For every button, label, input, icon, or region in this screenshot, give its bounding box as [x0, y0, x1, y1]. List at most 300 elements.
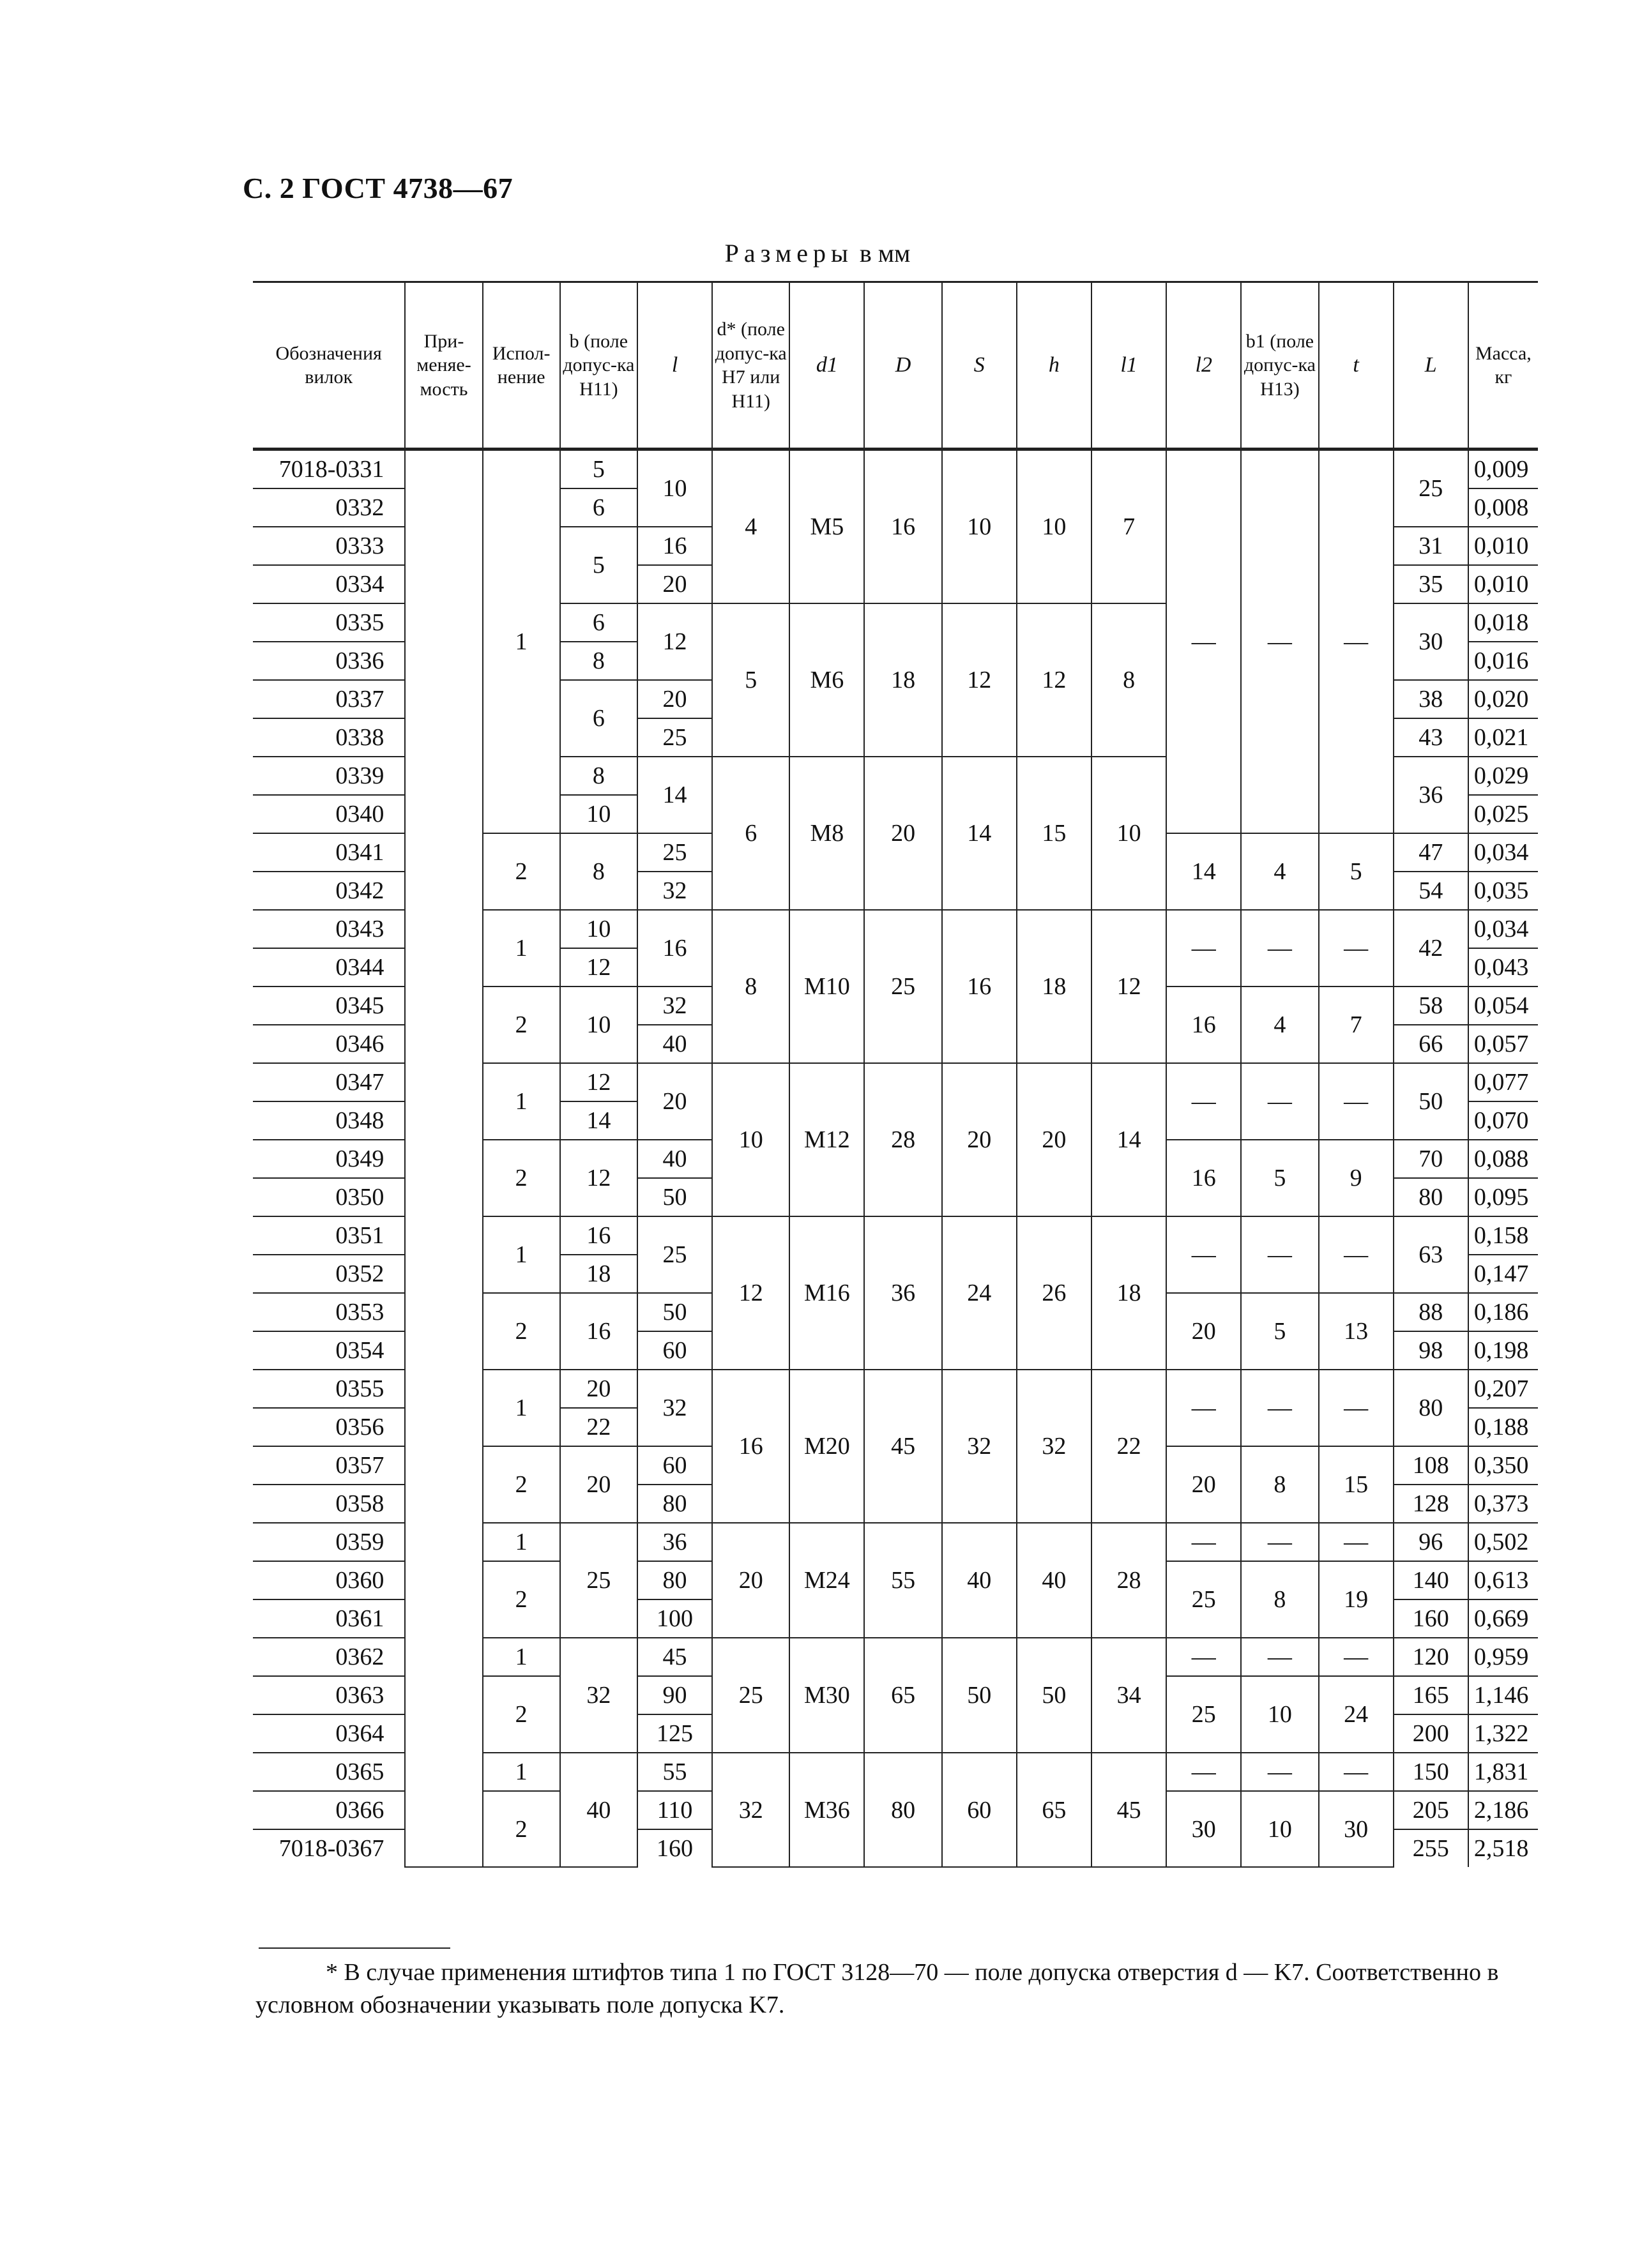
table-cell: 0334: [253, 565, 405, 603]
table-cell: —: [1166, 1063, 1241, 1140]
table-cell: 30: [1166, 1791, 1241, 1867]
table-cell: 25: [1166, 1676, 1241, 1753]
table-cell: 0,054: [1468, 987, 1538, 1025]
table-cell: 0353: [253, 1293, 405, 1331]
table-cell: 20: [864, 757, 941, 910]
table-cell: 24: [1319, 1676, 1394, 1753]
table-cell: 0344: [253, 948, 405, 987]
table-cell: 18: [1017, 910, 1091, 1063]
table-cell: 0342: [253, 872, 405, 910]
table-cell: 16: [560, 1293, 637, 1370]
table-cell: 16: [864, 450, 941, 604]
table-cell: 20: [1017, 1063, 1091, 1216]
table-cell: 12: [1017, 603, 1091, 757]
table-cell: 32: [637, 987, 712, 1025]
table-cell: 1: [483, 1063, 560, 1140]
table-cell: 40: [942, 1523, 1017, 1638]
table-cell: 63: [1394, 1216, 1468, 1293]
table-cell: 0363: [253, 1676, 405, 1714]
table-cell: 14: [942, 757, 1017, 910]
table-cell: 25: [637, 833, 712, 872]
footnote: * В случае применения штифтов типа 1 по ГОСТ 3128—70 — поле допуска отверстия d — K7. Соответственно в условном обозначении указывать поле допуска K7.: [255, 1959, 1499, 2019]
table-cell: 0,198: [1468, 1331, 1538, 1370]
table-cell: 16: [712, 1370, 789, 1523]
col-header-S: S: [942, 282, 1017, 450]
table-cell: 0,188: [1468, 1408, 1538, 1446]
table-cell: 20: [637, 565, 712, 603]
table-cell: 25: [1166, 1561, 1241, 1638]
table-cell: 4: [1241, 833, 1318, 910]
table-cell: 0,034: [1468, 833, 1538, 872]
table-cell: —: [1166, 450, 1241, 834]
table-row: [253, 450, 1538, 489]
col-header-version: Испол-нение: [483, 282, 560, 450]
table-cell: 14: [637, 757, 712, 833]
table-cell: 5: [712, 603, 789, 757]
table-cell: —: [1241, 1063, 1318, 1140]
table-cell: 5: [1241, 1140, 1318, 1216]
table-cell: 0,020: [1468, 680, 1538, 718]
table-cell: 47: [1394, 833, 1468, 872]
col-header-designation: Обозначения вилок: [253, 282, 405, 450]
table-cell: 80: [1394, 1370, 1468, 1446]
table-cell: 22: [560, 1408, 637, 1446]
table-cell: 26: [1017, 1216, 1091, 1370]
table-cell: 0,029: [1468, 757, 1538, 795]
dimensions-table: [253, 281, 1538, 1868]
table-cell: 0341: [253, 833, 405, 872]
table-cell: 10: [1241, 1676, 1318, 1753]
table-cell: 8: [1091, 603, 1166, 757]
table-cell: 28: [864, 1063, 941, 1216]
table-cell: 43: [1394, 718, 1468, 757]
table-cell: 8: [560, 833, 637, 910]
col-header-b1: b1 (поле допус-ка H13): [1241, 282, 1318, 450]
table-cell: 2,518: [1468, 1829, 1538, 1867]
table-cell: 50: [637, 1178, 712, 1216]
table-cell: 120: [1394, 1638, 1468, 1676]
table-cell: 36: [864, 1216, 941, 1370]
table-cell: 13: [1319, 1293, 1394, 1370]
col-header-h: h: [1017, 282, 1091, 450]
table-cell: 1: [483, 1216, 560, 1293]
table-cell: 0362: [253, 1638, 405, 1676]
table-cell: 0,207: [1468, 1370, 1538, 1408]
table-cell: 0333: [253, 527, 405, 565]
table-cell: 0,669: [1468, 1599, 1538, 1638]
dimensions-table-wrap: [253, 281, 1538, 1868]
page-header: С. 2 ГОСТ 4738—67: [243, 172, 513, 204]
table-cell: 7018-0367: [253, 1829, 405, 1867]
table-cell: 0,186: [1468, 1293, 1538, 1331]
table-cell: 0,018: [1468, 603, 1538, 642]
table-cell: 50: [637, 1293, 712, 1331]
table-cell: 90: [637, 1676, 712, 1714]
table-cell: 1: [483, 1523, 560, 1561]
table-cell: —: [1241, 1753, 1318, 1791]
table-cell: 0348: [253, 1101, 405, 1140]
table-cell: 5: [560, 450, 637, 489]
table-cell: 20: [637, 1063, 712, 1140]
table-cell: —: [1319, 1063, 1394, 1140]
table-cell: 10: [560, 795, 637, 833]
table-cell: 1,146: [1468, 1676, 1538, 1714]
units-caption: [0, 238, 1635, 268]
table-cell: M30: [789, 1638, 864, 1753]
table-cell: 8: [560, 757, 637, 795]
table-cell: 0339: [253, 757, 405, 795]
table-cell: 16: [637, 910, 712, 987]
table-cell: 34: [1091, 1638, 1166, 1753]
table-cell: 0,016: [1468, 642, 1538, 680]
table-cell: 10: [637, 450, 712, 527]
table-cell: 32: [637, 1370, 712, 1446]
table-cell: —: [1319, 1370, 1394, 1446]
table-cell: M24: [789, 1523, 864, 1638]
table-cell: 15: [1017, 757, 1091, 910]
table-cell: 10: [712, 1063, 789, 1216]
table-cell: —: [1166, 1523, 1241, 1561]
units-caption-spaced: Размеры: [724, 239, 853, 268]
table-cell: 96: [1394, 1523, 1468, 1561]
table-cell: 42: [1394, 910, 1468, 987]
table-cell: 0345: [253, 987, 405, 1025]
table-cell: 60: [637, 1446, 712, 1485]
table-cell: 0346: [253, 1025, 405, 1063]
table-cell: 40: [1017, 1523, 1091, 1638]
table-cell: 12: [637, 603, 712, 680]
table-cell: —: [1319, 1523, 1394, 1561]
table-cell: 20: [1166, 1293, 1241, 1370]
table-cell: 8: [1241, 1561, 1318, 1638]
table-cell: 0356: [253, 1408, 405, 1446]
table-cell: 24: [942, 1216, 1017, 1370]
table-cell: 0,010: [1468, 565, 1538, 603]
table-cell: 40: [560, 1753, 637, 1867]
table-cell: 25: [560, 1523, 637, 1638]
table-cell: 0360: [253, 1561, 405, 1599]
table-cell: 0332: [253, 488, 405, 527]
table-cell: 0355: [253, 1370, 405, 1408]
table-cell: —: [1319, 1638, 1394, 1676]
table-cell: 2: [483, 1140, 560, 1216]
table-cell: 2: [483, 833, 560, 910]
table-cell: 7: [1319, 987, 1394, 1063]
table-cell: 19: [1319, 1561, 1394, 1638]
table-cell: 12: [1091, 910, 1166, 1063]
table-cell: 110: [637, 1791, 712, 1829]
table-cell: 10: [1241, 1791, 1318, 1867]
table-cell: 18: [560, 1255, 637, 1293]
table-cell: 0,373: [1468, 1485, 1538, 1523]
table-cell: 16: [1166, 987, 1241, 1063]
table-cell: 0335: [253, 603, 405, 642]
table-cell: 25: [1394, 450, 1468, 527]
table-cell: 0,035: [1468, 872, 1538, 910]
table-cell: 14: [1166, 833, 1241, 910]
table-cell: 55: [637, 1753, 712, 1791]
table-cell: 0365: [253, 1753, 405, 1791]
table-cell: 16: [942, 910, 1017, 1063]
table-cell: 0358: [253, 1485, 405, 1523]
table-cell: 88: [1394, 1293, 1468, 1331]
table-cell: 0,350: [1468, 1446, 1538, 1485]
table-cell: 20: [560, 1370, 637, 1408]
table-cell: 0357: [253, 1446, 405, 1485]
table-cell: 0343: [253, 910, 405, 948]
table-cell: 58: [1394, 987, 1468, 1025]
table-cell: 2: [483, 1676, 560, 1753]
table-cell: 0347: [253, 1063, 405, 1101]
table-cell: 6: [560, 603, 637, 642]
table-cell: 0,095: [1468, 1178, 1538, 1216]
table-cell: 0,959: [1468, 1638, 1538, 1676]
table-cell: 5: [1241, 1293, 1318, 1370]
col-header-l1: l1: [1091, 282, 1166, 450]
col-header-l: l: [637, 282, 712, 450]
table-cell: 12: [560, 1063, 637, 1101]
table-cell: 30: [1319, 1791, 1394, 1867]
table-cell: 35: [1394, 565, 1468, 603]
table-cell: 80: [637, 1485, 712, 1523]
table-cell: 32: [712, 1753, 789, 1867]
col-header-D: D: [864, 282, 941, 450]
table-cell: 16: [1166, 1140, 1241, 1216]
table-cell: 2: [483, 987, 560, 1063]
col-header-applicability: При-меняе-мость: [405, 282, 482, 450]
table-cell: 0364: [253, 1714, 405, 1753]
table-cell: 25: [637, 718, 712, 757]
table-cell: 12: [942, 603, 1017, 757]
table-cell: —: [1241, 450, 1318, 834]
units-caption-rest: в мм: [853, 239, 911, 268]
table-cell: 125: [637, 1714, 712, 1753]
table-cell: 6: [560, 680, 637, 757]
table-cell: 0,034: [1468, 910, 1538, 948]
table-cell: —: [1166, 1216, 1241, 1293]
table-cell: 5: [1319, 833, 1394, 910]
table-cell: M36: [789, 1753, 864, 1867]
table-cell: 25: [637, 1216, 712, 1293]
table-cell: —: [1166, 1370, 1241, 1446]
table-cell: 32: [637, 872, 712, 910]
table-cell: 108: [1394, 1446, 1468, 1485]
table-cell: 0366: [253, 1791, 405, 1829]
table-cell: 0354: [253, 1331, 405, 1370]
table-cell: 0,025: [1468, 795, 1538, 833]
table-cell: 0338: [253, 718, 405, 757]
table-cell: 36: [1394, 757, 1468, 833]
table-cell: 1: [483, 1370, 560, 1446]
table-cell: 65: [864, 1638, 941, 1753]
table-cell: 7018-0331: [253, 450, 405, 489]
col-header-l2: l2: [1166, 282, 1241, 450]
table-cell: 25: [712, 1638, 789, 1753]
table-cell: 20: [712, 1523, 789, 1638]
col-header-d1: d1: [789, 282, 864, 450]
table-cell: 160: [1394, 1599, 1468, 1638]
table-cell: —: [1241, 1370, 1318, 1446]
table-cell: —: [1166, 1638, 1241, 1676]
table-cell: 16: [560, 1216, 637, 1255]
table-cell: 4: [712, 450, 789, 604]
table-cell: 0,070: [1468, 1101, 1538, 1140]
table-cell: 80: [864, 1753, 941, 1867]
table-cell: 98: [1394, 1331, 1468, 1370]
table-cell: 165: [1394, 1676, 1468, 1714]
table-cell: M12: [789, 1063, 864, 1216]
table-cell: 0,088: [1468, 1140, 1538, 1178]
table-cell: 0,009: [1468, 450, 1538, 489]
table-cell: 205: [1394, 1791, 1468, 1829]
footnote-rule: [259, 1947, 450, 1949]
table-cell: 66: [1394, 1025, 1468, 1063]
table-cell: 0337: [253, 680, 405, 718]
table-cell: 1,831: [1468, 1753, 1538, 1791]
table-cell: 50: [1017, 1638, 1091, 1753]
table-cell: 0,158: [1468, 1216, 1538, 1255]
table-cell: —: [1319, 1753, 1394, 1791]
table-cell: 40: [637, 1140, 712, 1178]
table-cell: M8: [789, 757, 864, 910]
table-cell: 0,613: [1468, 1561, 1538, 1599]
table-cell: 6: [560, 488, 637, 527]
table-cell: 128: [1394, 1485, 1468, 1523]
table-cell: 12: [560, 1140, 637, 1216]
table-cell: M5: [789, 450, 864, 604]
table-cell: 50: [1394, 1063, 1468, 1140]
table-cell: 20: [560, 1446, 637, 1523]
table-cell: —: [1166, 910, 1241, 987]
table-cell: 160: [637, 1829, 712, 1867]
table-cell: 45: [864, 1370, 941, 1523]
table-cell: 2: [483, 1791, 560, 1867]
table-cell: 18: [1091, 1216, 1166, 1370]
table-cell: 1,322: [1468, 1714, 1538, 1753]
table-cell: —: [1241, 1638, 1318, 1676]
table-cell: 32: [942, 1370, 1017, 1523]
table-cell: 255: [1394, 1829, 1468, 1867]
table-cell: 18: [864, 603, 941, 757]
col-header-b: b (поле допус-ка H11): [560, 282, 637, 450]
table-cell: 14: [1091, 1063, 1166, 1216]
table-cell: —: [1319, 450, 1394, 834]
table-cell: 8: [560, 642, 637, 680]
table-cell: 0349: [253, 1140, 405, 1178]
table-cell: 36: [637, 1523, 712, 1561]
table-cell: —: [1241, 1216, 1318, 1293]
table-cell: [405, 450, 482, 1868]
table-cell: 60: [942, 1753, 1017, 1867]
table-cell: 60: [637, 1331, 712, 1370]
table-cell: 20: [1166, 1446, 1241, 1523]
table-cell: 0361: [253, 1599, 405, 1638]
table-cell: —: [1166, 1753, 1241, 1791]
table-cell: 54: [1394, 872, 1468, 910]
table-cell: 0,043: [1468, 948, 1538, 987]
table-cell: 16: [637, 527, 712, 565]
table-cell: 25: [864, 910, 941, 1063]
table-cell: 0,010: [1468, 527, 1538, 565]
table-cell: 10: [1017, 450, 1091, 604]
table-cell: 0,008: [1468, 488, 1538, 527]
table-cell: 0340: [253, 795, 405, 833]
table-cell: 8: [712, 910, 789, 1063]
table-cell: 0,057: [1468, 1025, 1538, 1063]
table-cell: 40: [637, 1025, 712, 1063]
table-cell: 1: [483, 450, 560, 834]
table-cell: 0,021: [1468, 718, 1538, 757]
table-cell: 2: [483, 1293, 560, 1370]
table-cell: 28: [1091, 1523, 1166, 1638]
table-cell: 0352: [253, 1255, 405, 1293]
table-cell: 9: [1319, 1140, 1394, 1216]
table-cell: 150: [1394, 1753, 1468, 1791]
table-cell: M20: [789, 1370, 864, 1523]
table-cell: 8: [1241, 1446, 1318, 1523]
table-cell: 10: [560, 987, 637, 1063]
table-cell: 0336: [253, 642, 405, 680]
table-cell: 2: [483, 1561, 560, 1638]
table-cell: —: [1319, 910, 1394, 987]
col-header-L: L: [1394, 282, 1468, 450]
table-cell: 38: [1394, 680, 1468, 718]
table-cell: 20: [637, 680, 712, 718]
header-row: [253, 282, 1538, 450]
table-cell: M10: [789, 910, 864, 1063]
table-cell: 10: [560, 910, 637, 948]
table-cell: 32: [1017, 1370, 1091, 1523]
table-cell: 80: [637, 1561, 712, 1599]
table-cell: 20: [942, 1063, 1017, 1216]
table-cell: 0,147: [1468, 1255, 1538, 1293]
col-header-t: t: [1319, 282, 1394, 450]
table-cell: 45: [637, 1638, 712, 1676]
table-cell: —: [1319, 1216, 1394, 1293]
table-cell: 10: [942, 450, 1017, 604]
table-cell: 12: [712, 1216, 789, 1370]
table-cell: —: [1241, 1523, 1318, 1561]
table-cell: 1: [483, 910, 560, 987]
table-cell: 65: [1017, 1753, 1091, 1867]
table-cell: —: [1241, 910, 1318, 987]
table-cell: 0350: [253, 1178, 405, 1216]
col-header-mass: Масса, кг: [1468, 282, 1538, 450]
table-cell: 2: [483, 1446, 560, 1523]
table-cell: 70: [1394, 1140, 1468, 1178]
table-cell: 15: [1319, 1446, 1394, 1523]
table-cell: 4: [1241, 987, 1318, 1063]
table-cell: 10: [1091, 757, 1166, 910]
table-cell: 0359: [253, 1523, 405, 1561]
table-cell: 2,186: [1468, 1791, 1538, 1829]
table-cell: M6: [789, 603, 864, 757]
table-cell: 7: [1091, 450, 1166, 604]
table-cell: 140: [1394, 1561, 1468, 1599]
table-cell: 50: [942, 1638, 1017, 1753]
table-cell: 200: [1394, 1714, 1468, 1753]
table-cell: 30: [1394, 603, 1468, 680]
table-cell: 12: [560, 948, 637, 987]
table-cell: 100: [637, 1599, 712, 1638]
col-header-d: d* (поле допус-ка H7 или H11): [712, 282, 789, 450]
table-cell: 6: [712, 757, 789, 910]
table-body: [253, 450, 1538, 1868]
table-cell: 14: [560, 1101, 637, 1140]
table-cell: 80: [1394, 1178, 1468, 1216]
table-cell: 0,077: [1468, 1063, 1538, 1101]
table-cell: M16: [789, 1216, 864, 1370]
